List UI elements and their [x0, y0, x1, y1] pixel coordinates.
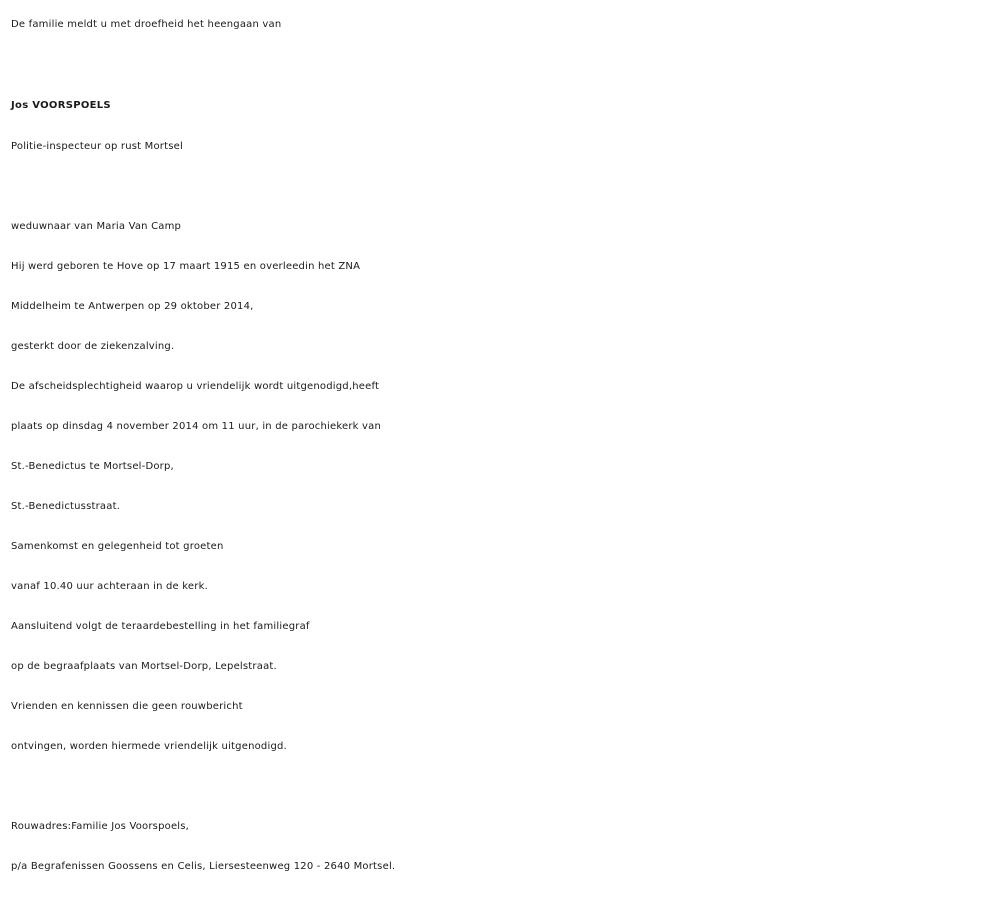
body-line: plaats op dinsdag 4 november 2014 om 11 uur, in de parochiekerk van — [11, 421, 382, 432]
body-line: Hij werd geboren te Hove op 17 maart 1915 en overleedin het ZNA — [11, 261, 361, 272]
body-line: weduwnaar van Maria Van Camp — [11, 221, 182, 232]
body-line: Vrienden en kennissen die geen rouwbericht — [11, 701, 243, 712]
spacer — [11, 767, 991, 807]
deceased-title: Politie-inspecteur op rust Mortsel — [11, 141, 183, 152]
address-line: Rouwadres:Familie Jos Voorspoels, — [11, 821, 190, 832]
body-line: Aansluitend volgt de teraardebestelling in het familiegraf — [11, 621, 310, 632]
body-line: Samenkomst en gelegenheid tot groeten — [11, 541, 224, 552]
mourning-address — [11, 807, 991, 887]
death-notice — [11, 5, 991, 887]
intro-text: De familie meldt u met droefheid het heengaan van — [11, 19, 282, 30]
body-line: De afscheidsplechtigheid waarop u vriendelijk wordt uitgenodigd,heeft — [11, 381, 380, 392]
body-line: St.-Benedictusstraat. — [11, 501, 121, 512]
address-line: p/a Begrafenissen Goossens en Celis, Liersesteenweg 120 - 2640 Mortsel. — [11, 861, 396, 872]
deceased-name: Jos VOORSPOELS — [11, 100, 111, 111]
body-line: ontvingen, worden hiermede vriendelijk uitgenodigd. — [11, 741, 287, 752]
body-line: vanaf 10.40 uur achteraan in de kerk. — [11, 581, 208, 592]
body-line: gesterkt door de ziekenzalving. — [11, 341, 175, 352]
body-line: St.-Benedictus te Mortsel-Dorp, — [11, 461, 174, 472]
notice-body — [11, 207, 991, 767]
body-line: op de begraafplaats van Mortsel-Dorp, Lepelstraat. — [11, 661, 277, 672]
body-line: Middelheim te Antwerpen op 29 oktober 2014, — [11, 301, 254, 312]
spacer — [11, 167, 991, 207]
